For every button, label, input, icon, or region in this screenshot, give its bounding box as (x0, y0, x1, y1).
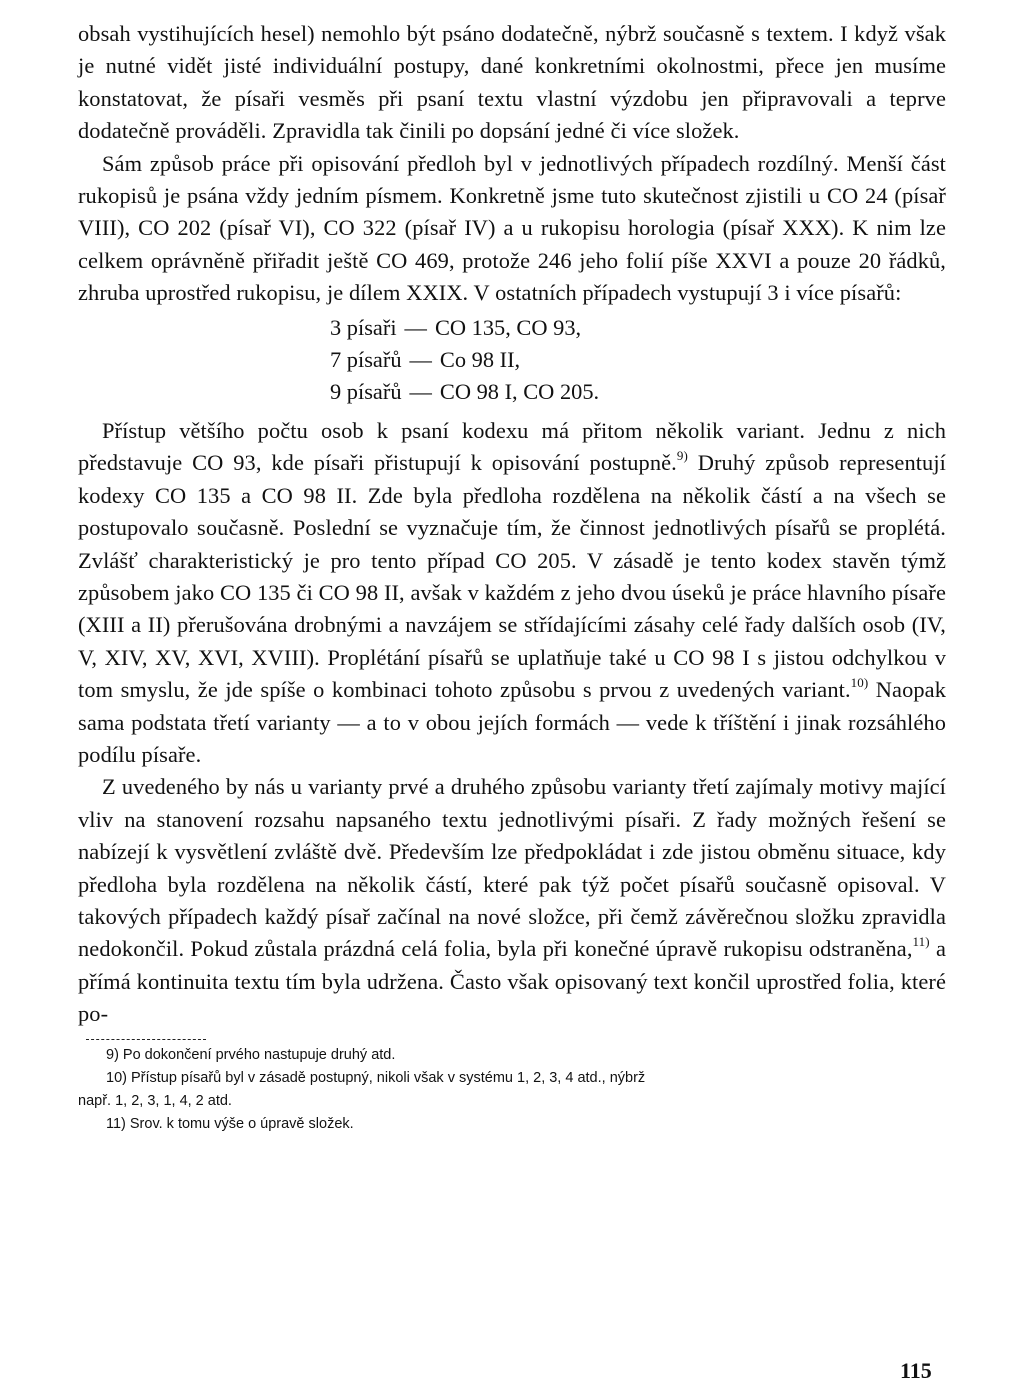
paragraph-2: Sám způsob práce při opisování předloh byl v jednotlivých případech rozdílný. Menší část rukopisů je psána vždy jedním písmem. Konkretně jsme tuto skutečnost zjistili u CO 24 (písař VIII), CO 202 (písař VI), CO 322 (písař IV) a u rukopisu horologia (písař XXX). K nim lze celkem oprávněně přiřadit ještě CO 469, protože 246 jeho folií píše XXVI a pouze 20 řádků, zhruba uprostřed rukopisu, je dílem XXIX. V ostatních případech vystupují 3 i více písařů: (78, 150, 946, 306)
footnotes (78, 1044, 946, 1136)
paragraph-4-part-b: a přímá kontinuita textu tím byla udržena. Často však opisovaný text končil uprostřed folia, které po- (78, 936, 946, 1027)
paragraph-3-part-b: Druhý způsob representují kodexy CO 135 a CO 98 II. Zde byla předloha rozdělena na několik částí a na všech se postupovalo současně. Poslední se vyznačuje tím, že činnost jednotlivých písařů se proplétá. Zvlášť charakteristický je pro tento případ CO 205. V zásadě je tento kodex stavěn týmž způsobem jako CO 135 či CO 98 II, avšak v každém z jeho dvou úseků je práce hlavního písaře (XIII a II) přerušována drobnými a navzájem se střídajícími zásahy celé řady dalších osob (IV, V, XIV, XV, XVI, XVIII). Proplétání písařů se uplatňuje také u CO 98 I s jistou odchylkou v tom smyslu, že jde spíše o kombinaci tohoto způsobu s prvou z uvedených variant. (78, 450, 946, 703)
footnote-text: Srov. k tomu výše o úpravě složek. (129, 1115, 354, 1132)
scribe-codices: CO 98 I, CO 205. (439, 379, 600, 405)
paragraph-4-part-a: Z uvedeného by nás u varianty prvé a druhého způsobu varianty třetí zajímaly motivy mající vliv na stanovení rozsahu napsaného textu jednotlivými písaři. Z řady možných řešení se nabízejí k vysvětlení zvláště dvě. Především lze předpokládat i zde jistou obměnu situace, kdy předloha byla rozdělena na několik částí, které pak týž počet písařů současně opisoval. V takových případech každý písař začínal na nové složce, při čemž závěrečnou složku zpravidla nedokončil. Pokud zůstala prázdná celá folia, byla při konečné úpravě rukopisu odstraněna, (78, 774, 946, 962)
footnote-11 (78, 1113, 946, 1136)
page-number: 115 (900, 1358, 932, 1383)
scribe-dash: — (404, 314, 427, 340)
scribe-list (330, 312, 946, 409)
scribe-count: 3 písaři (330, 314, 397, 340)
paragraph-4 (78, 771, 946, 1030)
footnote-ref-9[interactable]: 9) (676, 447, 688, 463)
scribe-dash: — (409, 347, 432, 373)
footnote-10-continuation: např. 1, 2, 3, 1, 4, 2 atd. (78, 1092, 232, 1109)
scribe-codices: CO 135, CO 93, (434, 314, 582, 340)
scribe-row (330, 312, 946, 344)
footnote-number: 9) (106, 1046, 119, 1063)
paragraph-3 (78, 415, 946, 771)
footnote-number: 11) (106, 1115, 126, 1132)
footnote-separator (86, 1039, 206, 1040)
footnote-9 (78, 1044, 946, 1067)
paragraph-1: obsah vystihujících hesel) nemohlo být psáno dodatečně, nýbrž současně s textem. I když však je nutné vidět jisté individuální postupy, dané konkretními okolnostmi, přece jen musíme konstatovat, že písaři vesměs při psaní textu vlastní výzdobu jen připravovali a teprve dodatečně prováděli. Zpravidla tak činili po dopsání jedné či více složek. (78, 21, 946, 144)
scribe-codices: Co 98 II, (439, 347, 521, 373)
footnote-text: Přístup písařů byl v zásadě postupný, nikoli však v systému 1, 2, 3, 4 atd., nýbrž (130, 1069, 646, 1086)
footnote-10 (78, 1067, 946, 1090)
scribe-dash: — (409, 379, 432, 405)
scribe-row (330, 344, 946, 376)
page-body (78, 18, 946, 1136)
footnote-ref-10[interactable]: 10) (850, 674, 869, 690)
footnote-ref-11[interactable]: 11) (912, 933, 930, 949)
footnote-text: Po dokončení prvého nastupuje druhý atd. (122, 1046, 396, 1063)
paragraph-3-part-a: Přístup většího počtu osob k psaní kodexu má přitom několik variant. Jednu z nich představuje CO 93, kde písaři přistupují k opisování postupně. (78, 417, 946, 476)
scribe-count: 7 písařů (330, 347, 402, 373)
scribe-row (330, 376, 946, 408)
paragraph-3-part-c: Naopak sama podstata třetí varianty — a to v obou jejích formách — vede k tříštění i jinak rozsáhlého podílu písaře. (78, 677, 946, 767)
scribe-count: 9 písařů (330, 379, 402, 405)
footnote-number: 10) (106, 1069, 127, 1086)
